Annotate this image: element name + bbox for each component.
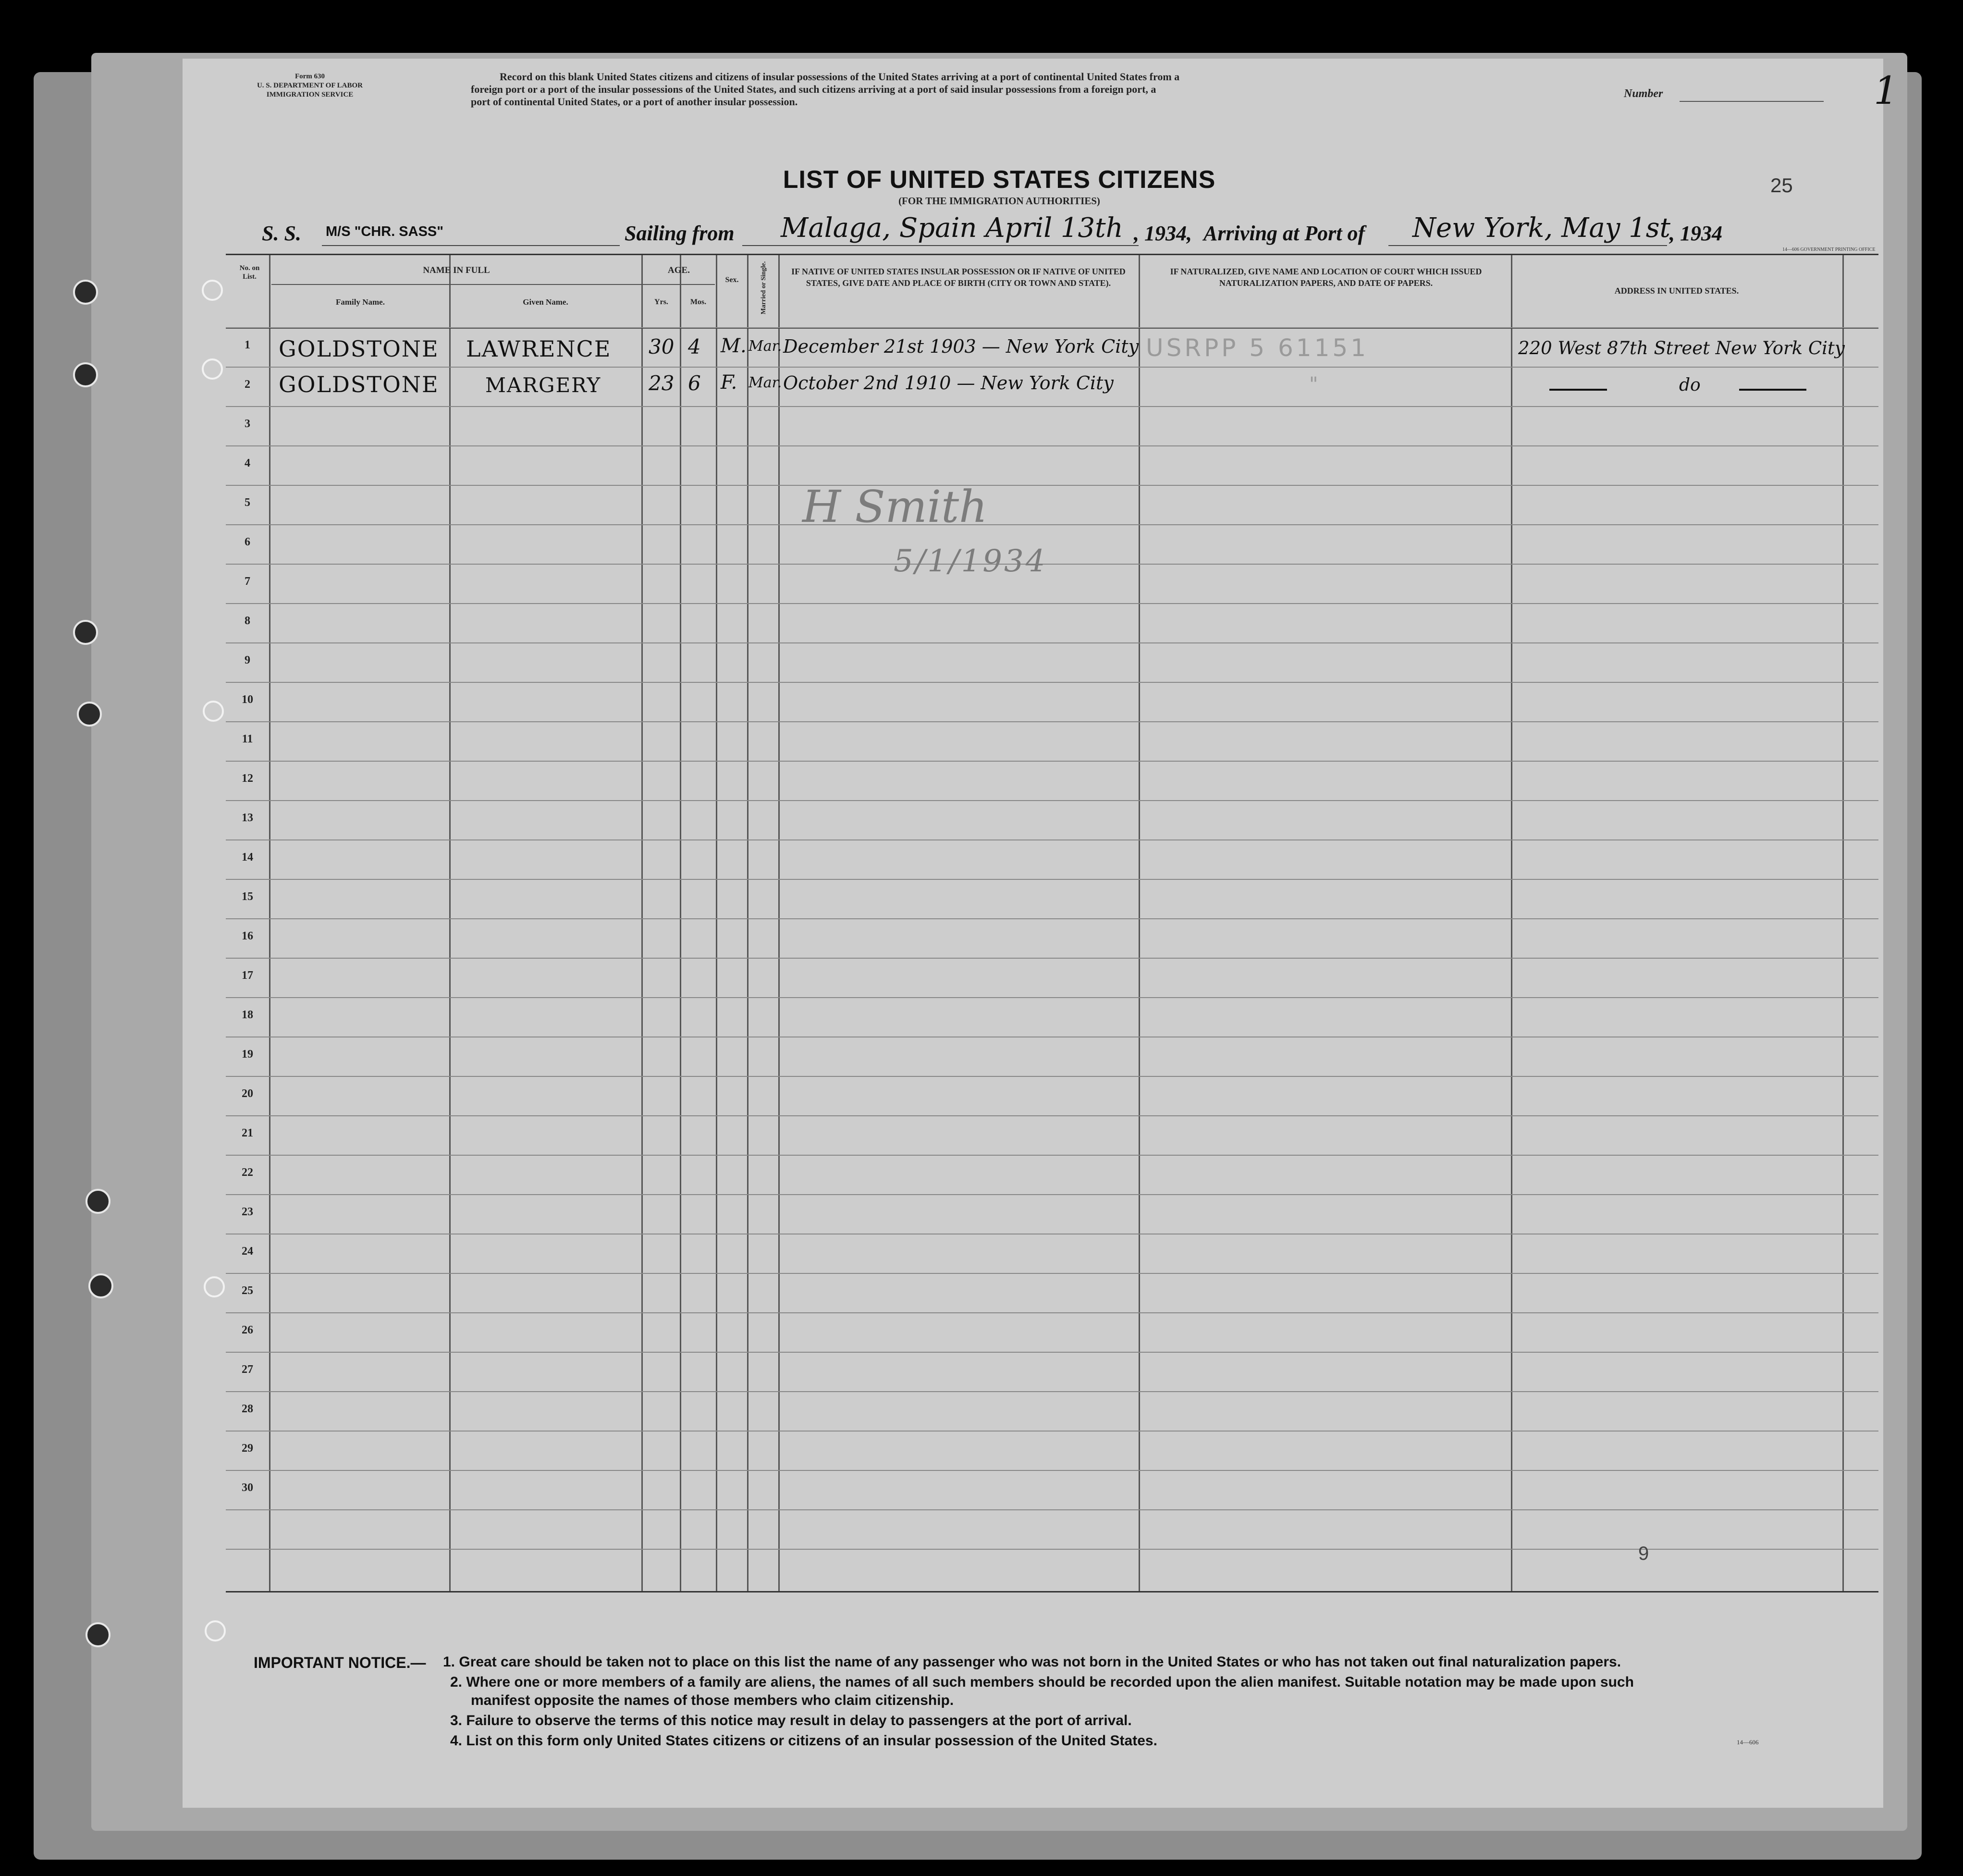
row-number: 25 (242, 1284, 253, 1297)
column-divider (1511, 255, 1512, 1591)
family-name: GOLDSTONE (279, 336, 439, 362)
row-line (226, 1194, 1878, 1195)
row-line (226, 1352, 1878, 1353)
row-number: 28 (242, 1403, 253, 1415)
row-line (226, 603, 1878, 604)
row-number: 9 (245, 654, 250, 666)
header-no-on-list: No. on List. (239, 264, 260, 281)
table-row (226, 327, 1878, 367)
notice-item: 2. Where one or more members of a family are aliens, the names of all such members should be recorded upon the alien manifest. Suitable notation may be made upon such (450, 1674, 1634, 1690)
row-line (226, 1115, 1878, 1116)
number-label: Number (1624, 87, 1663, 100)
row-line (226, 879, 1878, 880)
naturalization-papers: " (1309, 373, 1318, 395)
header-naturalization: IF NATURALIZED, GIVE NAME AND LOCATION OF COURT WHICH ISSUED NATURALIZATION PAPERS, AND DATE OF PAPERS. (1170, 267, 1482, 288)
inspector-signature: H Smith (802, 481, 988, 532)
given-name: MARGERY (485, 373, 601, 397)
column-divider (269, 255, 270, 1591)
page-number: 25 (1770, 174, 1793, 197)
notice-item: 3. Failure to observe the terms of this notice may result in delay to passengers at the port of arrival. (450, 1713, 1132, 1728)
row-number: 22 (242, 1166, 253, 1179)
row-number: 23 (242, 1206, 253, 1218)
column-divider (747, 255, 748, 1591)
instructions (471, 71, 1744, 108)
column-divider (778, 255, 780, 1591)
binder-hole-icon (202, 358, 223, 380)
column-divider (1842, 255, 1844, 1591)
naturalization-papers: USRPP 5 61151 (1146, 334, 1369, 362)
row-line (226, 761, 1878, 762)
row-number: 13 (242, 812, 253, 824)
department-name: U. S. DEPARTMENT OF LABOR (257, 82, 363, 89)
row-number: 21 (242, 1127, 253, 1139)
margin-mark: 9 (1638, 1543, 1649, 1564)
row-line (226, 564, 1878, 565)
column-divider (449, 255, 451, 1591)
form-number: Form 630 (294, 73, 325, 80)
number-value: 1 (1874, 68, 1898, 113)
instruction-line: Record on this blank United States citizens and citizens of insular possessions of the United States arriving at a port of continental United States from a (500, 71, 1180, 83)
header-yrs: Yrs. (654, 298, 668, 306)
header-married-or-single: Married or Single. (760, 261, 767, 315)
instruction-line: foreign port or a port of the insular possessions of the United States, and such citizens arriving at a port of said insular possessions from a foreign port, a (471, 83, 1156, 95)
given-name: LAWRENCE (466, 336, 612, 362)
binder-hole-icon (73, 362, 98, 387)
binder-hole-icon (88, 1273, 113, 1298)
row-line (226, 1312, 1878, 1313)
notice-item: manifest opposite the names of those members who claim citizenship. (471, 1692, 954, 1708)
row-line (226, 1273, 1878, 1274)
row-number: 7 (245, 575, 250, 588)
arriving-value: New York, May 1st (1412, 212, 1671, 244)
sailing-year: , 1934, (1134, 222, 1192, 245)
row-number: 5 (245, 496, 250, 509)
important-notice (183, 1654, 1883, 1779)
address: 220 West 87th Street New York City (1518, 338, 1845, 358)
binder-hole-icon (86, 1622, 110, 1647)
instruction-line: port of continental United States, or a port of another insular possession. (471, 96, 798, 108)
citizen-table (226, 254, 1878, 1592)
row-number: 30 (242, 1481, 253, 1494)
column-divider (641, 255, 643, 1591)
header-address: ADDRESS IN UNITED STATES. (1614, 286, 1739, 296)
notice-heading: IMPORTANT NOTICE.— (254, 1654, 426, 1671)
row-number: 24 (242, 1245, 253, 1258)
column-divider (680, 255, 681, 1591)
birth-date-place: October 2nd 1910 — New York City (783, 372, 1114, 394)
header-row (226, 255, 1878, 329)
row-line (226, 1391, 1878, 1392)
row-line (226, 1470, 1878, 1471)
ship-name: M/S "CHR. SASS" (326, 224, 444, 239)
sex: M. (721, 335, 747, 357)
binder-hole-icon (204, 1276, 225, 1297)
row-number: 19 (242, 1048, 253, 1061)
address: do (1679, 375, 1701, 395)
row-number: 16 (242, 930, 253, 942)
row-number: 27 (242, 1363, 253, 1376)
row-line (226, 1431, 1878, 1432)
header-given-name: Given Name. (523, 297, 568, 307)
list-number (1624, 68, 1898, 113)
row-line (226, 997, 1878, 998)
header-place-of-birth: IF NATIVE OF UNITED STATES INSULAR POSSESSION OR IF NATIVE OF UNITED STATES, GIVE DATE AND PLACE OF BIRTH (CITY OR TOWN AND STATE). (791, 267, 1126, 288)
ditto-dash (1739, 389, 1806, 391)
citizen-list-form (183, 59, 1898, 1808)
marital-status: Mar. (748, 338, 782, 355)
binder-hole-icon (86, 1189, 110, 1214)
binder-hole-icon (73, 280, 98, 305)
age-months: 4 (688, 335, 701, 358)
sailing-from-label: Sailing from (625, 222, 735, 245)
binder-hole-icon (203, 701, 224, 722)
age-years: 30 (649, 335, 675, 358)
form-subtitle: (FOR THE IMMIGRATION AUTHORITIES) (898, 195, 1100, 207)
row-line (226, 721, 1878, 722)
row-number: 18 (242, 1009, 253, 1021)
binder-hole-icon (73, 620, 98, 645)
row-line (226, 445, 1878, 446)
header-name-in-full: NAME IN FULL (423, 265, 490, 275)
arriving-label: Arriving at Port of (1203, 222, 1365, 245)
marital-status: Mar. (748, 374, 782, 391)
row-line (226, 642, 1878, 643)
footer-code: 14—606 (1737, 1739, 1759, 1746)
header-sex: Sex. (725, 276, 739, 284)
row-line (226, 918, 1878, 919)
ss-label: S. S. (262, 222, 301, 245)
binder-hole-icon (205, 1620, 226, 1642)
row-number: 4 (245, 457, 250, 469)
row-number: 11 (242, 733, 253, 745)
notice-item: 4. List on this form only United States citizens or citizens of an insular possession of the United States. (450, 1733, 1157, 1749)
sex: F. (721, 371, 737, 394)
binder-hole-icon (77, 702, 102, 727)
column-divider (716, 255, 717, 1591)
inspection-date: 5/1/1934 (894, 543, 1047, 579)
row-number: 17 (242, 969, 253, 982)
row-line (226, 524, 1878, 525)
row-line (226, 485, 1878, 486)
row-line (226, 682, 1878, 683)
row-number: 1 (245, 339, 250, 351)
row-line (226, 1549, 1878, 1550)
row-number: 12 (242, 772, 253, 785)
row-number: 14 (242, 851, 253, 864)
row-number: 26 (242, 1324, 253, 1336)
column-divider (1139, 255, 1140, 1591)
row-line (226, 1509, 1878, 1510)
row-number: 8 (245, 615, 250, 627)
sailing-from-value: Malaga, Spain April 13th (781, 212, 1123, 244)
age-years: 23 (649, 371, 675, 395)
header-age: AGE. (668, 265, 690, 275)
row-line (226, 958, 1878, 959)
header-family-name: Family Name. (336, 297, 385, 307)
arrival-year: , 1934 (1669, 222, 1722, 245)
notice-item: 1. Great care should be taken not to place on this list the name of any passenger who was not born in the United States or who has not taken out final naturalization papers. (443, 1654, 1621, 1670)
header-mos: Mos. (690, 298, 707, 306)
form-title: LIST OF UNITED STATES CITIZENS (783, 166, 1216, 194)
birth-date-place: December 21st 1903 — New York City (783, 336, 1139, 357)
row-number: 20 (242, 1087, 253, 1100)
row-line (226, 1076, 1878, 1077)
binder-hole-icon (202, 280, 223, 301)
printer-code: 14—606 GOVERNMENT PRINTING OFFICE (1782, 247, 1876, 252)
family-name: GOLDSTONE (279, 371, 439, 397)
row-number: 10 (242, 693, 253, 706)
row-number: 6 (245, 536, 250, 548)
age-months: 6 (688, 371, 701, 395)
row-line (226, 839, 1878, 840)
ditto-dash (1549, 389, 1607, 391)
table-row (226, 367, 1878, 406)
form-identifier (240, 72, 380, 99)
service-name: IMMIGRATION SERVICE (266, 91, 354, 99)
row-number: 29 (242, 1442, 253, 1455)
row-number: 2 (245, 378, 250, 391)
row-line (226, 800, 1878, 801)
row-number: 15 (242, 890, 253, 903)
row-line (226, 1155, 1878, 1156)
row-number: 3 (245, 418, 250, 430)
row-line (226, 406, 1878, 407)
